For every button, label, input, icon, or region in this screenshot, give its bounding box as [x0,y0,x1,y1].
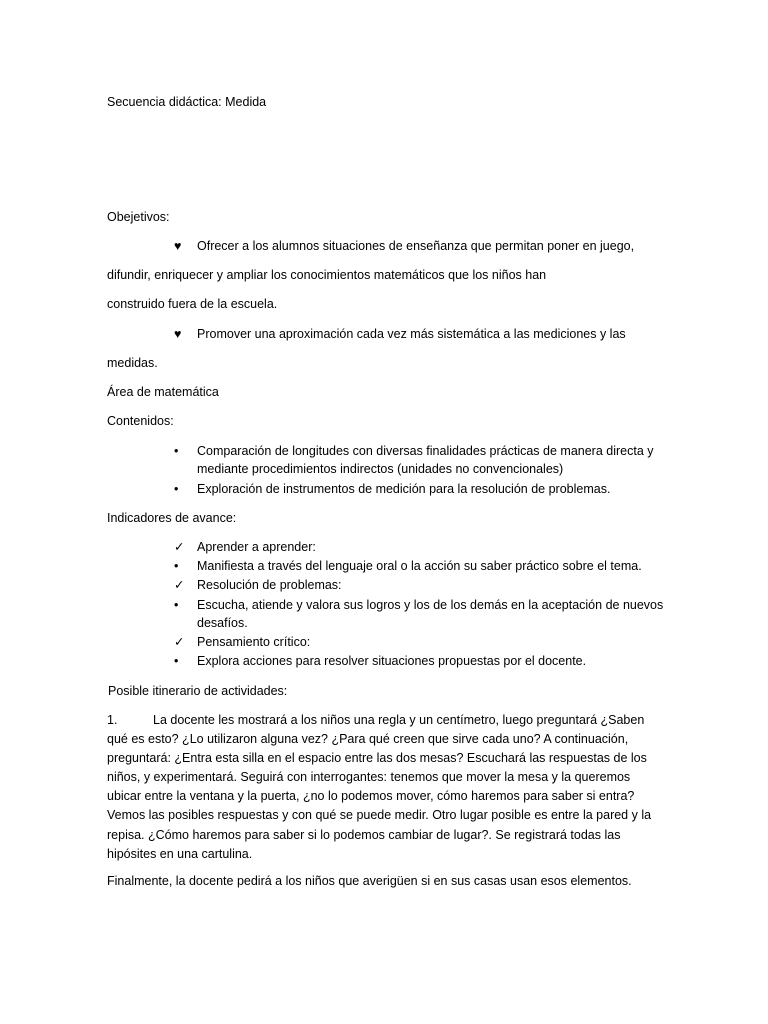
bullet-dot-icon: • [174,482,179,496]
actividad-1 [107,711,652,864]
itinerario-heading: Posible itinerario de actividades: [108,684,288,698]
area-label: Área de matemática [107,385,219,399]
objetivo-item-1-line-2: difundir, enriquecer y ampliar los conocimientos matemáticos que los niños han [107,268,547,282]
bullet-dot-icon: • [174,559,179,573]
objetivos-heading: Obejetivos: [107,210,170,224]
bullet-dot-icon: • [174,598,179,612]
indicador-item-text: Escucha, atiende y valora sus logros y los de los demás en la aceptación de nuevos desafíos. [197,598,664,630]
objetivo-item-1-line-3: construido fuera de la escuela. [107,297,278,311]
objetivo-item-1 [174,238,674,254]
indicador-item-text: Explora acciones para resolver situaciones propuestas por el docente. [197,654,587,668]
bullet-dot-icon: • [174,444,179,458]
bullet-dot-icon: • [174,654,179,668]
contenido-item-2 [174,481,674,497]
indicadores-heading: Indicadores de avance: [107,511,237,525]
indicador-item-4 [174,596,674,632]
objetivo-item-2-line-2: medidas. [107,356,158,370]
checkmark-icon: ✓ [174,540,185,554]
objetivo-item-2 [174,326,674,342]
final-paragraph: Finalmente, la docente pedirá a los niños que averigüen si en sus casas usan esos elementos. [107,874,632,888]
actividad-1-first-line: La docente les mostrará a los niños una regla y un centímetro, luego preguntará ¿Saben [153,713,645,727]
contenido-item-1-text: Comparación de longitudes con diversas finalidades prácticas de manera directa y mediante procedimientos indirectos (unidades no convencionales) [197,444,654,476]
indicador-item-text: Manifiesta a través del lenguaje oral o la acción su saber práctico sobre el tema. [197,559,642,573]
checkmark-icon: ✓ [174,578,185,592]
contenido-item-2-text: Exploración de instrumentos de medición para la resolución de problemas. [197,482,611,496]
indicador-item-text: Resolución de problemas: [197,578,342,592]
document-title: Secuencia didáctica: Medida [107,95,267,109]
indicador-item-2 [174,558,674,574]
heart-bullet-icon: ♥ [174,239,182,253]
heart-bullet-icon: ♥ [174,327,182,341]
indicador-item-5 [174,634,674,650]
actividad-number: 1. [107,713,118,727]
indicador-item-6 [174,653,674,669]
checkmark-icon: ✓ [174,635,185,649]
contenido-item-1 [174,442,674,478]
objetivo-item-1-line-1: Ofrecer a los alumnos situaciones de enseñanza que permitan poner en juego, [197,239,635,253]
objetivo-item-2-line-1: Promover una aproximación cada vez más sistemática a las mediciones y las [197,327,626,341]
contenidos-heading: Contenidos: [107,414,174,428]
indicador-item-1 [174,539,674,555]
actividad-1-text: qué es esto? ¿Lo utilizaron alguna vez? ¿Para qué creen que sirve cada uno? A continuación, preguntará: ¿Entra esta silla en el espacio entre las dos mesas? Escuchará las respuestas de los niños, y experimentará. Seguirá con interrogantes: tenemos que mover la mesa y la queremos ubicar entre la ventana y la puerta, ¿no lo podemos mover, cómo haremos para saber si entra? Vemos las posibles respuestas y con qué se puede medir. Otro lugar posible es entre la pared y la repisa. ¿Cómo haremos para saber si lo podemos cambiar de lugar?. Se registrará todas las hipósites en una cartulina. [107,732,652,861]
indicador-item-text: Aprender a aprender: [197,540,316,554]
indicador-item-text: Pensamiento crítico: [197,635,311,649]
indicador-item-3 [174,577,674,593]
